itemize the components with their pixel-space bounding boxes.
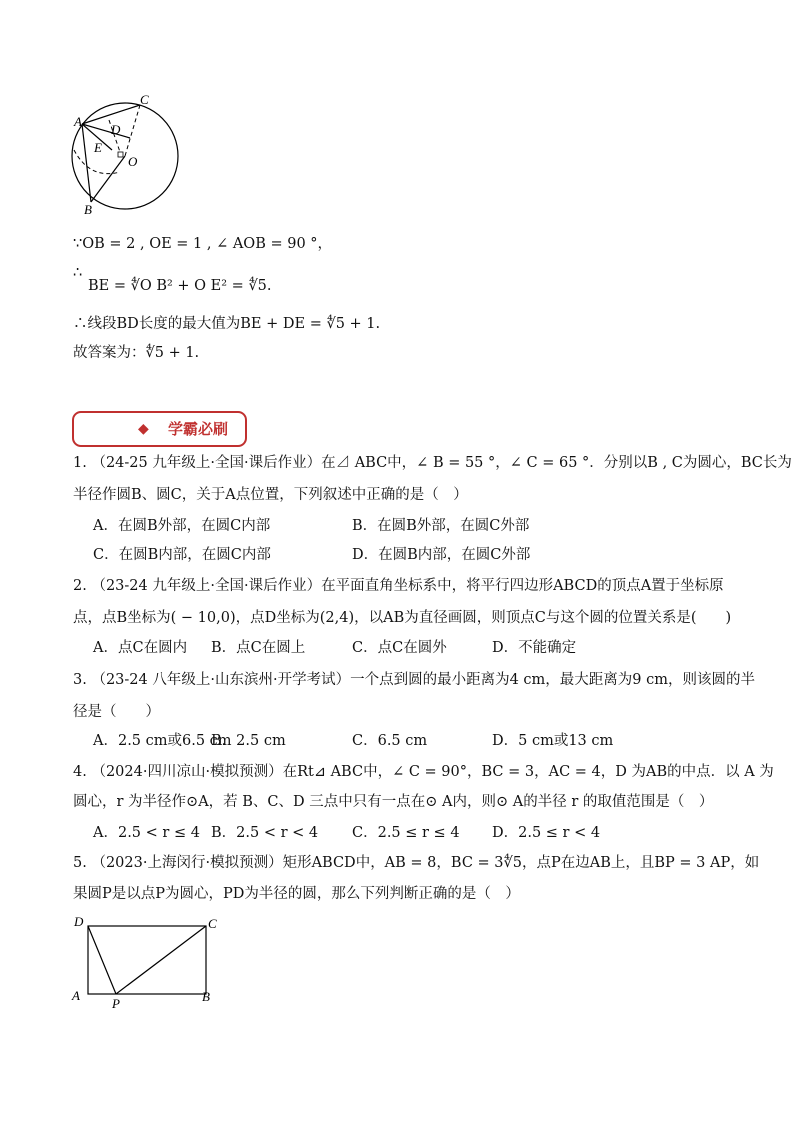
question-number: 2. [73, 578, 87, 594]
question-text: （24-25 九年级上·全国·课后作业）在⊿ ABC中，∠ B = 55 °，∠ C = 65 °．分别以B , C为圆心，BC长为 [91, 455, 792, 471]
question-1-line-2: 半径作圆B、圆C，关于A点位置，下列叙述中正确的是（ ） [73, 487, 468, 503]
question-number: 1. [73, 455, 87, 471]
question-5-line-1 [73, 852, 759, 874]
question-4-line-1 [73, 761, 774, 783]
question-4-line-2: 圆心，r 为半径作⊙A，若 B、C、D 三点中只有一点在⊙ A内，则⊙ A的半径 r 的取值范围是（ ） [73, 794, 714, 810]
label-e: E [94, 140, 102, 155]
question-5-line-2: 果圆P是以点P为圆心，PD为半径的圆，那么下列判断正确的是（ ） [73, 886, 520, 902]
section-badge [72, 411, 247, 447]
q3-option-a[interactable]: A．2.5 cm或6.5 cm [93, 733, 232, 749]
question-text: （23-24 八年级上·山东滨州·开学考试）一个点到圆的最小距离为4 cm，最大距离为9 cm，则该圆的半 [91, 672, 755, 688]
segment-pc [116, 926, 206, 994]
q3-option-d[interactable]: D．5 cm或13 cm [492, 733, 614, 749]
question-number: 4. [73, 764, 87, 780]
q4-option-a[interactable]: A．2.5 < r ≤ 4 [93, 825, 200, 841]
q3-option-b[interactable]: B．2.5 cm [211, 733, 286, 749]
dashed-co [125, 105, 140, 156]
solution-line-1: ∵OB = 2 , OE = 1 , ∠ AOB = 90 °， [73, 236, 333, 252]
q2-option-d[interactable]: D．不能确定 [492, 640, 577, 656]
question-text: （23-24 九年级上·全国·课后作业）在平面直角坐标系中，将平行四边形ABCD的顶点A置于坐标原 [91, 578, 724, 594]
label-b: B [84, 202, 92, 217]
label-c: C [208, 916, 217, 931]
question-1-line-1 [73, 452, 792, 474]
q1-option-c[interactable]: C．在圆B内部，在圆C内部 [93, 547, 271, 563]
rectangle-diagram [66, 908, 226, 1013]
q2-option-c[interactable]: C．点C在圆外 [352, 640, 447, 656]
right-angle-mark [118, 152, 123, 157]
rectangle-abcd [88, 926, 206, 994]
q1-option-d[interactable]: D．在圆B内部，在圆C外部 [352, 547, 531, 563]
label-a: A [72, 988, 80, 1003]
label-a: A [74, 114, 82, 129]
question-3-line-2: 径是（ ） [73, 704, 160, 720]
solution-line-2-prefix: ∴ [73, 265, 83, 281]
question-2-line-2: 点，点B坐标为( − 10,0)，点D坐标为(2,4)，以AB为直径画圆，则顶点C与这个圆的位置关系是( ) [73, 610, 732, 626]
question-number: 5. [73, 855, 87, 871]
segment-bo [91, 156, 125, 202]
q4-option-d[interactable]: D．2.5 ≤ r < 4 [492, 825, 601, 841]
solution-line-2: BE = ∜O B² + O E² = ∜5. [88, 278, 272, 294]
circle-diagram [60, 90, 190, 220]
q3-option-c[interactable]: C．6.5 cm [352, 733, 428, 749]
section-title: 学霸必刷 [168, 420, 229, 438]
question-2-line-1 [73, 575, 724, 597]
q2-option-a[interactable]: A．点C在圆内 [93, 640, 188, 656]
q1-option-a[interactable]: A．在圆B外部，在圆C内部 [93, 518, 271, 534]
segment-pd [88, 926, 116, 994]
diamond-icon: ◆ [138, 421, 149, 437]
label-o: O [128, 154, 138, 169]
q4-option-b[interactable]: B．2.5 < r < 4 [211, 825, 319, 841]
question-number: 3. [73, 672, 87, 688]
question-text: （2024·四川凉山·模拟预测）在Rt⊿ ABC中，∠ C = 90°，BC = 3，AC = 4，D 为AB的中点．以 A 为 [91, 764, 774, 780]
label-d: D [74, 914, 84, 929]
question-3-line-1 [73, 669, 755, 691]
q4-option-c[interactable]: C．2.5 ≤ r ≤ 4 [352, 825, 460, 841]
label-b: B [202, 989, 210, 1004]
question-text: （2023·上海闵行·模拟预测）矩形ABCD中，AB = 8，BC = 3∜5，点P在边AB上，且BP = 3 AP，如 [91, 855, 760, 871]
q1-option-b[interactable]: B．在圆B外部，在圆C外部 [352, 518, 530, 534]
q2-option-b[interactable]: B．点C在圆上 [211, 640, 306, 656]
label-d: D [111, 122, 121, 137]
label-p: P [112, 996, 120, 1011]
label-c: C [140, 92, 149, 107]
solution-line-3: ∴线段BD长度的最大值为BE + DE = ∜5 + 1. [73, 316, 381, 332]
solution-line-4: 故答案为：∜5 + 1. [73, 345, 200, 361]
